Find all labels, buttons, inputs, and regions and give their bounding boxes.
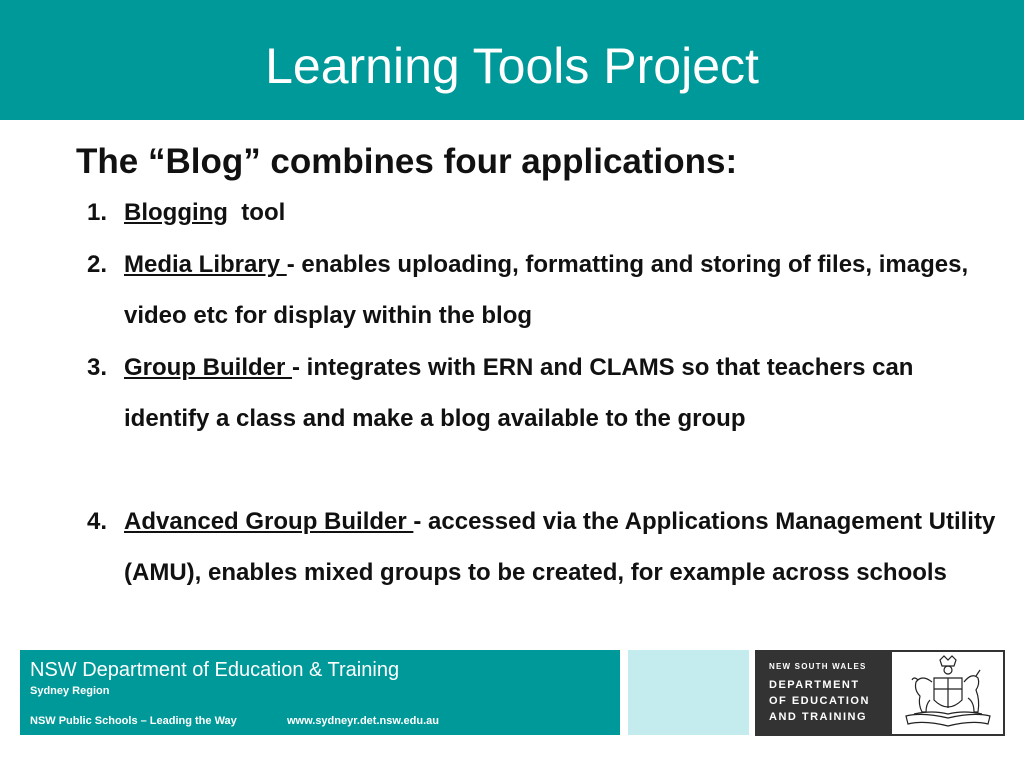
- logo-line: OF EDUCATION: [769, 695, 870, 707]
- link-advanced-group-builder[interactable]: Advanced Group Builder: [124, 508, 414, 535]
- link-media-library[interactable]: Media Library: [124, 251, 287, 278]
- list-item-text: - accessed via the Applications Management Utility (AMU), enables mixed groups to be created, for example across schools: [124, 508, 996, 586]
- list-number: 1.: [87, 199, 108, 226]
- list-number: 3.: [87, 354, 108, 381]
- logo-line: AND TRAINING: [769, 711, 868, 723]
- link-group-builder[interactable]: Group Builder: [124, 354, 292, 381]
- title-bar: [0, 0, 1024, 120]
- list-number: 2.: [87, 251, 108, 278]
- footer-tagline: NSW Public Schools – Leading the Way: [30, 715, 237, 727]
- link-blogging[interactable]: Blogging: [124, 199, 228, 226]
- list-item-group-builder: [87, 342, 1004, 444]
- footer-department-banner: [20, 650, 620, 735]
- crest-drawing: [892, 652, 1003, 734]
- region-name: Sydney Region: [30, 685, 110, 697]
- list-number: 4.: [87, 508, 108, 535]
- footer-url: www.sydneyr.det.nsw.edu.au: [287, 715, 440, 727]
- nsw-coat-of-arms-icon: [892, 652, 1003, 734]
- department-logo: [755, 650, 1005, 736]
- list-item-advanced-group-builder: [87, 496, 1004, 598]
- footer-light-panel: [628, 650, 749, 735]
- logo-line: DEPARTMENT: [769, 679, 860, 691]
- list-item-text: tool: [227, 199, 286, 226]
- department-name: NSW Department of Education & Training: [30, 659, 400, 681]
- logo-text: [769, 661, 870, 725]
- list-item-text: - integrates with ERN and CLAMS so that teachers can identify a class and make a blog available to the group: [124, 354, 914, 432]
- slide-title: Learning Tools Project: [265, 38, 759, 94]
- list-item-blogging: [87, 187, 1004, 238]
- list-item-text: - enables uploading, formatting and storing of files, images, video etc for display within the blog: [124, 251, 969, 329]
- slide-heading: The “Blog” combines four applications:: [76, 142, 738, 181]
- list-item-media-library: [87, 239, 1004, 341]
- logo-line: NEW SOUTH WALES: [769, 662, 867, 671]
